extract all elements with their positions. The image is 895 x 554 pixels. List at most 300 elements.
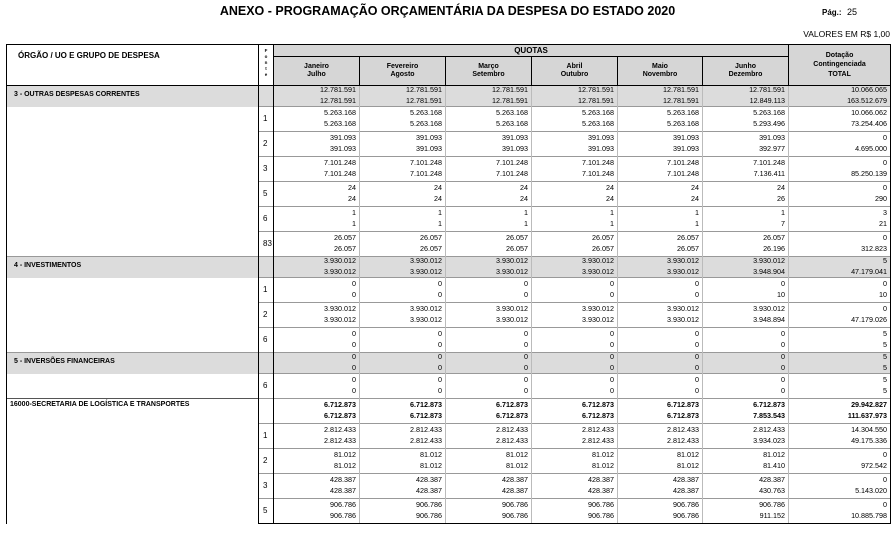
quota-cell (274, 182, 360, 207)
value-first-half: 0 (883, 233, 888, 243)
fonte-cell (259, 257, 274, 278)
value-first-half: 1 (438, 208, 442, 218)
value-second-half: 10 (879, 290, 888, 299)
quota-cell (360, 278, 446, 303)
fonte-cell (259, 353, 274, 374)
table-body (7, 86, 891, 524)
value-first-half: 6.712.873 (667, 400, 699, 410)
quota-cell (618, 278, 703, 303)
value-second-half: 428.387 (416, 486, 442, 495)
month-top: Junho (735, 62, 757, 70)
value-first-half: 2.812.433 (753, 425, 786, 435)
quota-cell (532, 107, 618, 132)
value-first-half: 2.812.433 (324, 425, 356, 435)
page-label: Pág.: (822, 8, 842, 17)
quota-cell (703, 499, 789, 524)
value-second-half: 26.057 (420, 244, 442, 253)
value-first-half: 3.930.012 (410, 256, 442, 266)
value-second-half: 81.012 (506, 461, 528, 470)
value-second-half: 290 (875, 194, 888, 203)
quota-cell (703, 374, 789, 399)
value-first-half: 3.930.012 (582, 256, 614, 266)
value-second-half: 5.143.020 (855, 486, 888, 495)
total-cell (789, 86, 891, 107)
fonte-cell: 6 (259, 328, 274, 353)
value-first-half: 428.387 (588, 475, 614, 485)
expense-group-label (7, 257, 259, 353)
value-second-half: 6.712.873 (667, 411, 699, 420)
value-second-half: 3.930.012 (496, 267, 528, 276)
quota-cell (703, 399, 789, 424)
value-first-half: 7.101.248 (667, 158, 699, 168)
value-second-half: 428.387 (502, 486, 528, 495)
quota-cell (703, 207, 789, 232)
value-first-half: 906.786 (330, 500, 356, 510)
value-first-half: 1 (781, 208, 786, 218)
quota-cell (360, 182, 446, 207)
value-second-half: 0 (524, 386, 528, 395)
value-second-half: 6.712.873 (324, 411, 356, 420)
table-row (7, 399, 891, 424)
value-first-half: 0 (883, 158, 888, 168)
value-second-half: 906.786 (416, 511, 442, 520)
value-second-half: 391.093 (673, 144, 699, 153)
value-first-half: 5.263.168 (667, 108, 699, 118)
value-second-half: 3.948.904 (753, 267, 786, 276)
value-second-half: 5.263.168 (667, 119, 699, 128)
value-second-half: 5.263.168 (410, 119, 442, 128)
value-second-half: 3.930.012 (496, 315, 528, 324)
quota-cell (703, 157, 789, 182)
quota-cell (360, 232, 446, 257)
quota-cell (618, 207, 703, 232)
value-second-half: 5.263.168 (324, 119, 356, 128)
quota-cell (618, 399, 703, 424)
value-second-half: 4.695.000 (855, 144, 888, 153)
value-first-half: 7.101.248 (753, 158, 786, 168)
value-second-half: 428.387 (673, 486, 699, 495)
value-first-half: 5 (883, 329, 888, 339)
value-first-half: 391.093 (759, 133, 786, 143)
value-first-half: 81.012 (420, 450, 442, 460)
value-first-half: 0 (438, 329, 442, 339)
quota-cell (618, 424, 703, 449)
value-second-half: 0 (524, 363, 528, 372)
value-first-half: 10.066.065 (851, 85, 888, 95)
value-second-half: 2.812.433 (582, 436, 614, 445)
month-bottom: Novembro (642, 71, 678, 78)
value-first-half: 24 (348, 183, 356, 193)
value-second-half: 0 (695, 340, 699, 349)
quota-cell (532, 86, 618, 107)
quota-cell (618, 353, 703, 374)
currency-note: VALORES EM R$ 1,00 (803, 29, 890, 39)
value-second-half: 1 (352, 219, 356, 228)
quota-cell (360, 449, 446, 474)
value-second-half: 24 (434, 194, 442, 203)
value-first-half: 5.263.168 (582, 108, 614, 118)
value-first-half: 0 (438, 279, 442, 289)
quota-cell (360, 399, 446, 424)
quota-cell (360, 328, 446, 353)
value-first-half: 6.712.873 (496, 400, 528, 410)
fonte-cell (259, 86, 274, 107)
fonte-cell: 3 (259, 157, 274, 182)
value-second-half: 6.712.873 (582, 411, 614, 420)
quota-cell (274, 424, 360, 449)
value-first-half: 1 (610, 208, 614, 218)
value-second-half: 26 (777, 194, 786, 203)
quota-cell (446, 328, 532, 353)
fonte-letter: t (265, 66, 267, 71)
row-label: 16000-SECRETARIA DE LOGÍSTICA E TRANSPORTES (10, 401, 190, 408)
value-first-half: 391.093 (416, 133, 442, 143)
value-first-half: 7.101.248 (324, 158, 356, 168)
value-second-half: 391.093 (588, 144, 614, 153)
row-label: 3 - OUTRAS DESPESAS CORRENTES (14, 91, 140, 98)
value-second-half: 0 (438, 290, 442, 299)
value-second-half: 3.930.012 (582, 315, 614, 324)
quota-cell (274, 107, 360, 132)
value-first-half: 3 (883, 208, 888, 218)
value-second-half: 24 (691, 194, 699, 203)
month-bottom: Julho (307, 71, 326, 78)
value-second-half: 10 (777, 290, 786, 299)
value-second-half: 12.849.113 (749, 96, 786, 105)
quota-cell (703, 424, 789, 449)
value-first-half: 26.057 (763, 233, 786, 243)
quota-cell (703, 132, 789, 157)
quota-cell (446, 374, 532, 399)
value-second-half: 26.057 (334, 244, 356, 253)
quota-cell (532, 399, 618, 424)
column-header-fonte (259, 45, 274, 86)
fonte-cell: 1 (259, 424, 274, 449)
value-second-half: 0 (781, 340, 786, 349)
column-header-month (618, 57, 703, 86)
value-second-half: 7.101.248 (496, 169, 528, 178)
value-first-half: 81.012 (334, 450, 356, 460)
value-first-half: 12.781.591 (320, 85, 356, 95)
quota-cell (618, 232, 703, 257)
value-first-half: 391.093 (502, 133, 528, 143)
quota-cell (274, 257, 360, 278)
quota-cell (618, 132, 703, 157)
value-second-half: 0 (781, 386, 786, 395)
value-second-half: 3.948.894 (753, 315, 786, 324)
expense-group-label (7, 353, 259, 399)
quota-cell (703, 474, 789, 499)
value-second-half: 7.101.248 (582, 169, 614, 178)
value-second-half: 3.930.012 (324, 315, 356, 324)
quota-cell (274, 474, 360, 499)
quota-cell (532, 257, 618, 278)
value-second-half: 3.930.012 (410, 267, 442, 276)
value-first-half: 0 (695, 375, 699, 385)
value-second-half: 391.093 (330, 144, 356, 153)
quota-cell (446, 132, 532, 157)
value-first-half: 7.101.248 (496, 158, 528, 168)
column-header-month (703, 57, 789, 86)
value-first-half: 1 (695, 208, 699, 218)
quota-cell (618, 257, 703, 278)
value-second-half: 7.101.248 (410, 169, 442, 178)
total-cell (789, 182, 891, 207)
value-second-half: 163.512.679 (847, 96, 888, 105)
fonte-letter: e (264, 72, 268, 77)
quota-cell (618, 157, 703, 182)
month-top: Janeiro (304, 62, 329, 70)
page-number: 25 (847, 7, 858, 17)
value-first-half: 24 (520, 183, 528, 193)
quota-cell (618, 86, 703, 107)
value-second-half: 0 (352, 340, 356, 349)
value-first-half: 3.930.012 (496, 304, 528, 314)
value-second-half: 0 (695, 363, 699, 372)
month-top: Maio (652, 62, 668, 70)
value-second-half: 0 (781, 363, 786, 372)
value-first-half: 26.057 (334, 233, 356, 243)
value-first-half: 0 (883, 500, 888, 510)
quota-cell (446, 207, 532, 232)
quota-cell (703, 303, 789, 328)
value-first-half: 906.786 (673, 500, 699, 510)
value-first-half: 906.786 (759, 500, 786, 510)
value-second-half: 3.934.023 (753, 436, 786, 445)
column-header-month (274, 57, 360, 86)
value-first-half: 3.930.012 (324, 256, 356, 266)
report-title: ANEXO - PROGRAMAÇÃO ORÇAMENTÁRIA DA DESPESA DO ESTADO 2020 (219, 4, 676, 18)
value-second-half: 7.136.411 (753, 169, 786, 178)
value-first-half: 26.057 (506, 233, 528, 243)
total-cell (789, 278, 891, 303)
value-first-half: 0 (781, 329, 786, 339)
value-first-half: 0 (883, 133, 888, 143)
value-second-half: 5 (883, 340, 888, 349)
value-second-half: 12.781.591 (578, 96, 614, 105)
value-first-half: 0 (524, 375, 528, 385)
value-first-half: 391.093 (588, 133, 614, 143)
value-first-half: 906.786 (502, 500, 528, 510)
quota-cell (274, 132, 360, 157)
value-second-half: 3.930.012 (582, 267, 614, 276)
quota-cell (703, 449, 789, 474)
value-first-half: 81.012 (592, 450, 614, 460)
value-second-half: 81.410 (763, 461, 786, 470)
total-cell (789, 132, 891, 157)
total-header-line3: TOTAL (828, 70, 851, 78)
value-first-half: 2.812.433 (582, 425, 614, 435)
value-first-half: 3.930.012 (410, 304, 442, 314)
value-second-half: 24 (606, 194, 614, 203)
quota-cell (274, 86, 360, 107)
value-first-half: 0 (610, 375, 614, 385)
quota-cell (703, 257, 789, 278)
value-second-half: 906.786 (673, 511, 699, 520)
fonte-cell: 5 (259, 499, 274, 524)
value-second-half: 1 (610, 219, 614, 228)
quota-cell (532, 474, 618, 499)
value-second-half: 81.012 (592, 461, 614, 470)
budget-table (6, 44, 891, 524)
quota-cell (274, 207, 360, 232)
total-cell (789, 257, 891, 278)
value-second-half: 312.823 (861, 244, 888, 253)
value-second-half: 391.093 (502, 144, 528, 153)
value-second-half: 0 (695, 290, 699, 299)
value-second-half: 5.293.496 (753, 119, 786, 128)
total-cell (789, 374, 891, 399)
value-first-half: 2.812.433 (667, 425, 699, 435)
value-second-half: 0 (524, 290, 528, 299)
value-second-half: 6.712.873 (496, 411, 528, 420)
value-first-half: 3.930.012 (496, 256, 528, 266)
value-first-half: 26.057 (592, 233, 614, 243)
quota-cell (446, 278, 532, 303)
value-first-half: 428.387 (502, 475, 528, 485)
month-top: Fevereiro (386, 62, 419, 70)
quota-cell (532, 182, 618, 207)
value-first-half: 391.093 (330, 133, 356, 143)
org-unit-label (7, 399, 259, 524)
quota-cell (618, 182, 703, 207)
value-first-half: 7.101.248 (582, 158, 614, 168)
expense-group-label (7, 86, 259, 257)
value-first-half: 0 (610, 329, 614, 339)
quota-cell (274, 353, 360, 374)
value-second-half: 5 (883, 386, 888, 395)
value-second-half: 47.179.041 (851, 267, 888, 276)
value-second-half: 73.254.406 (851, 119, 888, 128)
value-second-half: 0 (438, 363, 442, 372)
value-second-half: 2.812.433 (667, 436, 699, 445)
value-first-half: 7.101.248 (410, 158, 442, 168)
value-first-half: 12.781.591 (663, 85, 699, 95)
row-label: 5 - INVERSÕES FINANCEIRAS (14, 358, 115, 365)
value-first-half: 26.057 (420, 233, 442, 243)
quota-cell (274, 499, 360, 524)
value-second-half: 81.012 (677, 461, 699, 470)
value-first-half: 3.930.012 (667, 304, 699, 314)
total-cell (789, 399, 891, 424)
row-label: 4 - INVESTIMENTOS (14, 262, 82, 269)
value-first-half: 428.387 (330, 475, 356, 485)
fonte-cell: 83 (259, 232, 274, 257)
quota-cell (360, 257, 446, 278)
value-second-half: 26.196 (763, 244, 786, 253)
value-second-half: 0 (352, 386, 356, 395)
value-first-half: 0 (524, 279, 528, 289)
quota-cell (274, 232, 360, 257)
value-second-half: 10.885.798 (851, 511, 888, 520)
quota-cell (360, 474, 446, 499)
value-first-half: 391.093 (673, 133, 699, 143)
value-second-half: 85.250.139 (851, 169, 888, 178)
value-first-half: 1 (524, 208, 528, 218)
total-cell (789, 232, 891, 257)
quota-cell (360, 207, 446, 232)
value-second-half: 0 (352, 290, 356, 299)
value-first-half: 428.387 (673, 475, 699, 485)
quota-cell (703, 107, 789, 132)
value-first-half: 0 (352, 375, 356, 385)
quota-cell (274, 278, 360, 303)
column-header-month (532, 57, 618, 86)
quota-cell (532, 328, 618, 353)
quota-cell (532, 278, 618, 303)
value-first-half: 3.930.012 (582, 304, 614, 314)
total-cell (789, 303, 891, 328)
quota-cell (532, 132, 618, 157)
quota-cell (446, 353, 532, 374)
value-second-half: 430.763 (759, 486, 786, 495)
quota-cell (703, 328, 789, 353)
value-second-half: 3.930.012 (667, 267, 699, 276)
column-header-orgao: ÓRGÃO / UO E GRUPO DE DESPESA (7, 45, 259, 86)
month-bottom: Setembro (472, 71, 505, 78)
total-cell (789, 499, 891, 524)
value-second-half: 21 (879, 219, 888, 228)
quota-cell (446, 424, 532, 449)
quota-cell (446, 474, 532, 499)
fonte-cell: 6 (259, 374, 274, 399)
quota-cell (703, 353, 789, 374)
value-second-half: 3.930.012 (667, 315, 699, 324)
value-first-half: 12.781.591 (749, 85, 786, 95)
quota-cell (618, 449, 703, 474)
quota-cell (703, 278, 789, 303)
value-first-half: 6.712.873 (324, 400, 356, 410)
total-cell (789, 353, 891, 374)
value-second-half: 26.057 (592, 244, 614, 253)
month-bottom: Agosto (390, 71, 415, 78)
table-row (7, 257, 891, 278)
fonte-letter: F (264, 48, 268, 53)
fonte-cell: 2 (259, 132, 274, 157)
value-second-half: 12.781.591 (406, 96, 442, 105)
value-second-half: 391.093 (416, 144, 442, 153)
total-cell (789, 107, 891, 132)
value-first-half: 6.712.873 (753, 400, 786, 410)
quota-cell (446, 499, 532, 524)
value-first-half: 0 (695, 352, 699, 362)
value-second-half: 0 (438, 340, 442, 349)
value-first-half: 12.781.591 (492, 85, 528, 95)
value-second-half: 2.812.433 (324, 436, 356, 445)
value-first-half: 5 (883, 352, 888, 362)
value-second-half: 7 (781, 219, 786, 228)
value-first-half: 6.712.873 (582, 400, 614, 410)
value-second-half: 47.179.026 (851, 315, 888, 324)
value-first-half: 906.786 (416, 500, 442, 510)
value-second-half: 1 (524, 219, 528, 228)
fonte-cell: 3 (259, 474, 274, 499)
fonte-cell: 1 (259, 107, 274, 132)
value-second-half: 906.786 (588, 511, 614, 520)
value-second-half: 49.175.336 (851, 436, 888, 445)
quota-cell (618, 303, 703, 328)
value-second-half: 7.101.248 (324, 169, 356, 178)
value-first-half: 3.930.012 (667, 256, 699, 266)
total-cell (789, 449, 891, 474)
value-second-half: 1 (695, 219, 699, 228)
quota-cell (274, 303, 360, 328)
value-first-half: 29.942.827 (851, 400, 888, 410)
value-second-half: 428.387 (588, 486, 614, 495)
value-first-half: 0 (524, 329, 528, 339)
value-first-half: 2.812.433 (496, 425, 528, 435)
quota-cell (532, 353, 618, 374)
